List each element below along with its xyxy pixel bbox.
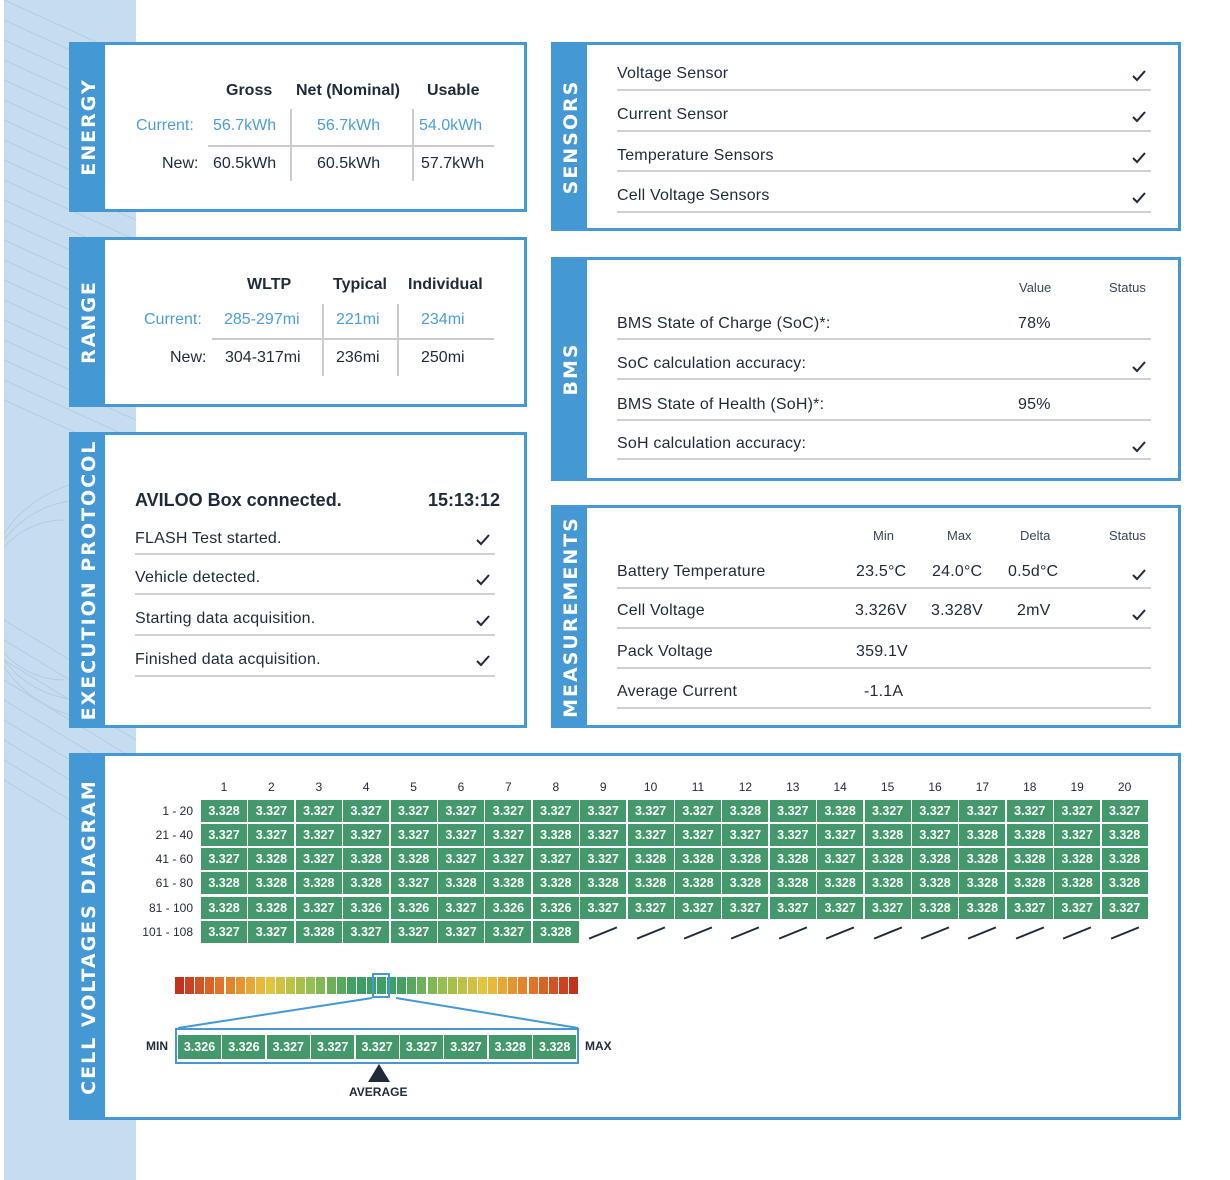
cell-voltage: 3.327 <box>912 800 958 822</box>
cell-row-label: 41 - 60 <box>155 852 193 866</box>
sensors-side-label <box>554 45 587 228</box>
measurement-max: 3.328V <box>931 602 983 619</box>
cell-voltage: 3.327 <box>1054 800 1100 822</box>
energy-title: ENERGY <box>77 78 100 176</box>
color-scale-segment <box>397 977 406 994</box>
cell-voltage: 3.328 <box>817 872 863 894</box>
cell-column-header: 4 <box>362 780 370 794</box>
cell-voltage: 3.328 <box>959 848 1005 870</box>
measurement-min: 3.326V <box>855 602 907 619</box>
average-label: AVERAGE <box>349 1085 408 1099</box>
cell-voltage: 3.327 <box>533 848 579 870</box>
cell-voltage: 3.328 <box>865 848 911 870</box>
cell-voltage: 3.328 <box>1007 848 1053 870</box>
measurement-min: 359.1V <box>856 643 908 660</box>
color-scale-segment <box>296 977 305 994</box>
range-current-typical: 221mi <box>336 311 380 328</box>
cell-voltage: 3.328 <box>1007 872 1053 894</box>
zoom-cell-voltage: 3.327 <box>311 1035 354 1059</box>
cell-voltage: 3.328 <box>343 872 389 894</box>
range-current-label: Current: <box>144 311 202 328</box>
cell-voltage: 3.327 <box>533 800 579 822</box>
color-scale-segment <box>498 977 507 994</box>
cell-voltage: 3.327 <box>485 800 531 822</box>
bms-divider <box>617 338 1151 340</box>
cell-row-label: 81 - 100 <box>148 901 193 915</box>
color-scale-segment <box>266 977 275 994</box>
check-icon <box>1131 110 1147 124</box>
cell-voltage: 3.327 <box>248 800 294 822</box>
measurement-min: 23.5°C <box>856 563 907 580</box>
cell-voltage: 3.327 <box>296 897 342 919</box>
energy-side-label <box>72 45 105 209</box>
cell-voltage: 3.327 <box>248 921 294 943</box>
check-icon <box>475 614 491 628</box>
protocol-step: Starting data acquisition. <box>135 610 316 627</box>
bms-row-label: BMS State of Charge (SoC)*: <box>617 315 831 332</box>
cell-voltage: 3.328 <box>1102 824 1148 846</box>
cell-voltage: 3.328 <box>675 848 721 870</box>
sensor-item: Voltage Sensor <box>617 65 729 82</box>
execution-protocol-panel <box>69 432 527 728</box>
cell-column-header: 18 <box>1023 780 1037 794</box>
cell-column-header: 1 <box>220 780 228 794</box>
color-scale-segment <box>205 977 214 994</box>
bms-row-label: SoC calculation accuracy: <box>617 355 807 372</box>
bms-col-status: Status <box>1109 280 1146 295</box>
measurement-label: Battery Temperature <box>617 563 766 580</box>
cell-voltage: 3.327 <box>817 848 863 870</box>
cell-voltage: 3.328 <box>533 824 579 846</box>
energy-new-usable: 57.7kWh <box>421 155 485 172</box>
cell-voltage: 3.326 <box>533 897 579 919</box>
cell-voltage: 3.328 <box>248 848 294 870</box>
cell-voltage: 3.327 <box>485 824 531 846</box>
measurement-divider <box>617 587 1151 589</box>
cell-column-header: 17 <box>975 780 990 794</box>
cell-voltage: 3.328 <box>628 872 674 894</box>
cell-voltage: 3.327 <box>438 921 484 943</box>
measurement-min: -1.1A <box>864 683 904 700</box>
measurements-col-delta: Delta <box>1020 528 1051 543</box>
energy-col-divider <box>290 109 292 181</box>
measurement-divider <box>617 627 1151 629</box>
check-icon <box>1131 608 1147 622</box>
measurement-delta: 0.5d°C <box>1008 563 1059 580</box>
energy-current-label: Current: <box>136 117 194 134</box>
bms-row-label: BMS State of Health (SoH)*: <box>617 396 825 413</box>
check-icon <box>475 533 491 547</box>
cell-voltage: 3.326 <box>391 897 437 919</box>
color-scale-segment <box>407 977 416 994</box>
energy-new-label: New: <box>162 155 199 172</box>
cell-voltage: 3.328 <box>580 872 626 894</box>
check-icon <box>1131 69 1147 83</box>
energy-current-gross: 56.7kWh <box>213 117 277 134</box>
cell-voltage: 3.327 <box>391 800 437 822</box>
cell-voltage: 3.328 <box>248 897 294 919</box>
range-current-wltp: 285-297mi <box>224 311 300 328</box>
cell-voltage: 3.327 <box>391 921 437 943</box>
cell-voltage: 3.327 <box>248 824 294 846</box>
cell-voltage: 3.327 <box>912 824 958 846</box>
cell-column-header: 3 <box>315 780 323 794</box>
cell-voltage: 3.327 <box>296 848 342 870</box>
cell-row-label: 101 - 108 <box>142 925 193 939</box>
color-scale-segment <box>306 977 315 994</box>
check-icon <box>1131 568 1147 582</box>
color-scale-segment <box>438 977 447 994</box>
zoom-cell-voltage: 3.327 <box>400 1035 443 1059</box>
energy-new-gross: 60.5kWh <box>213 155 277 172</box>
color-scale-segment <box>185 977 194 994</box>
cell-voltage: 3.328 <box>817 800 863 822</box>
color-scale-segment <box>417 977 426 994</box>
color-scale-segment <box>529 977 538 994</box>
range-header-individual: Individual <box>408 276 483 293</box>
cell-column-header: 2 <box>268 780 275 794</box>
cell-voltage: 3.327 <box>770 824 816 846</box>
cell-voltage: 3.328 <box>770 848 816 870</box>
cell-voltage: 3.327 <box>343 921 389 943</box>
protocol-divider <box>135 553 495 555</box>
check-icon <box>1131 151 1147 165</box>
protocol-divider <box>135 634 495 636</box>
measurement-divider <box>617 667 1151 669</box>
color-scale-segment <box>488 977 497 994</box>
measurement-label: Average Current <box>617 683 738 700</box>
cell-column-header: 19 <box>1070 780 1084 794</box>
bms-side-label <box>554 260 587 478</box>
energy-row-divider <box>208 145 494 147</box>
execution-protocol-side-label <box>72 435 105 725</box>
zoom-cell-voltage: 3.326 <box>222 1035 265 1059</box>
energy-current-net: 56.7kWh <box>317 117 381 134</box>
range-side-label <box>72 240 105 404</box>
cell-voltage: 3.327 <box>438 824 484 846</box>
color-scale-segment <box>428 977 437 994</box>
scale-min-label: MIN <box>146 1039 168 1053</box>
cell-voltage: 3.327 <box>628 897 674 919</box>
cell-voltage: 3.328 <box>912 848 958 870</box>
sensor-item: Cell Voltage Sensors <box>617 187 770 204</box>
check-icon <box>475 573 491 587</box>
cell-voltage: 3.327 <box>391 872 437 894</box>
measurement-label: Cell Voltage <box>617 602 705 619</box>
color-scale-segment <box>175 977 184 994</box>
scale-max-label: MAX <box>585 1039 612 1053</box>
cell-voltage: 3.328 <box>628 848 674 870</box>
cell-row-label: 61 - 80 <box>155 876 193 890</box>
cell-voltage: 3.327 <box>770 800 816 822</box>
cell-voltage: 3.327 <box>438 897 484 919</box>
measurements-col-max: Max <box>947 528 972 543</box>
protocol-time: 15:13:12 <box>428 490 501 510</box>
range-col-divider <box>397 304 399 376</box>
color-scale-segment <box>478 977 487 994</box>
cell-voltage: 3.327 <box>1102 800 1148 822</box>
cell-voltage: 3.328 <box>296 921 342 943</box>
sensor-item: Current Sensor <box>617 106 729 123</box>
cell-voltage: 3.328 <box>201 800 247 822</box>
cell-voltage: 3.328 <box>959 824 1005 846</box>
range-new-label: New: <box>170 349 207 366</box>
cell-voltage: 3.327 <box>485 848 531 870</box>
cell-voltage: 3.328 <box>865 824 911 846</box>
cell-voltage: 3.328 <box>865 872 911 894</box>
cell-column-header: 5 <box>410 780 417 794</box>
cell-voltage: 3.328 <box>770 872 816 894</box>
cell-voltage: 3.327 <box>675 824 721 846</box>
cell-voltage: 3.327 <box>580 800 626 822</box>
cell-voltage: 3.328 <box>1054 872 1100 894</box>
cell-voltage: 3.328 <box>722 800 768 822</box>
cell-voltage: 3.328 <box>959 872 1005 894</box>
measurements-col-status: Status <box>1109 528 1146 543</box>
protocol-step: Vehicle detected. <box>135 569 261 586</box>
cell-voltage: 3.328 <box>201 897 247 919</box>
energy-header-gross: Gross <box>226 82 273 99</box>
cell-voltage: 3.327 <box>959 800 1005 822</box>
color-scale-segment <box>468 977 477 994</box>
cell-voltage: 3.328 <box>438 872 484 894</box>
bms-divider <box>617 419 1151 421</box>
protocol-divider <box>135 675 495 677</box>
cell-voltage: 3.328 <box>722 872 768 894</box>
cell-column-header: 9 <box>599 780 607 794</box>
cell-voltage: 3.327 <box>580 848 626 870</box>
cell-voltage: 3.328 <box>1102 848 1148 870</box>
color-scale-segment <box>569 977 578 994</box>
cell-column-header: 16 <box>928 780 942 794</box>
protocol-step: Finished data acquisition. <box>135 651 321 668</box>
bms-soh-value: 95% <box>1018 396 1051 413</box>
cell-voltage: 3.328 <box>533 872 579 894</box>
cell-voltage: 3.327 <box>343 824 389 846</box>
range-col-divider <box>322 304 324 376</box>
cell-column-header: 7 <box>505 780 512 794</box>
cell-voltage: 3.327 <box>722 897 768 919</box>
color-scale-segment <box>448 977 457 994</box>
cell-voltage: 3.327 <box>438 800 484 822</box>
cell-voltage: 3.327 <box>201 848 247 870</box>
cell-row-label: 21 - 40 <box>155 828 193 842</box>
cell-voltage: 3.327 <box>865 897 911 919</box>
cell-voltage: 3.327 <box>201 824 247 846</box>
cell-voltage: 3.328 <box>959 897 1005 919</box>
measurement-label: Pack Voltage <box>617 643 713 660</box>
zoom-cell-voltage: 3.327 <box>444 1035 487 1059</box>
measurement-divider <box>617 707 1151 709</box>
measurement-delta: 2mV <box>1017 602 1051 619</box>
sensor-item: Temperature Sensors <box>617 147 774 164</box>
cell-column-header: 20 <box>1117 780 1132 794</box>
color-scale-segment <box>246 977 255 994</box>
color-scale-segment <box>539 977 548 994</box>
cell-column-header: 11 <box>691 780 705 794</box>
range-new-typical: 236mi <box>336 349 380 366</box>
range-header-wltp: WLTP <box>247 276 292 293</box>
cell-voltage: 3.328 <box>391 848 437 870</box>
measurements-panel <box>551 505 1181 728</box>
cell-voltage: 3.327 <box>296 824 342 846</box>
cell-voltages-title: CELL VOLTAGES DIAGRAM <box>77 778 100 1095</box>
cell-voltage: 3.327 <box>817 897 863 919</box>
energy-current-usable: 54.0kWh <box>419 117 483 134</box>
cell-voltage: 3.328 <box>1102 872 1148 894</box>
cell-voltage: 3.327 <box>817 824 863 846</box>
cell-voltage: 3.327 <box>580 824 626 846</box>
measurement-max: 24.0°C <box>932 563 983 580</box>
average-marker-icon <box>368 1064 390 1082</box>
cell-voltage: 3.327 <box>628 824 674 846</box>
bms-col-value: Value <box>1019 280 1052 295</box>
cell-voltage: 3.327 <box>1054 824 1100 846</box>
cell-voltage: 3.327 <box>201 921 247 943</box>
cell-voltages-side-label <box>72 756 105 1117</box>
range-title: RANGE <box>77 280 100 364</box>
cell-voltage: 3.328 <box>912 872 958 894</box>
protocol-divider <box>135 593 495 595</box>
cell-voltage: 3.327 <box>296 800 342 822</box>
color-scale-segment <box>256 977 265 994</box>
cell-voltage: 3.327 <box>675 800 721 822</box>
cell-voltage: 3.327 <box>1007 897 1053 919</box>
cell-voltage: 3.326 <box>343 897 389 919</box>
check-icon <box>1131 360 1147 374</box>
energy-col-divider <box>412 109 414 181</box>
cell-voltage: 3.327 <box>770 897 816 919</box>
color-scale-segment <box>276 977 285 994</box>
cell-voltage: 3.327 <box>343 800 389 822</box>
sensors-title: SENSORS <box>559 79 582 194</box>
cell-column-header: 14 <box>833 780 847 794</box>
cell-voltage: 3.327 <box>675 897 721 919</box>
range-header-typical: Typical <box>333 276 387 293</box>
color-scale-segment <box>508 977 517 994</box>
energy-header-usable: Usable <box>427 82 480 99</box>
cell-voltage: 3.328 <box>1007 824 1053 846</box>
cell-voltage: 3.328 <box>1054 848 1100 870</box>
cell-voltage: 3.328 <box>248 872 294 894</box>
cell-voltage: 3.328 <box>912 897 958 919</box>
range-panel <box>69 237 527 407</box>
energy-header-net: Net (Nominal) <box>296 82 400 99</box>
energy-panel <box>69 42 527 212</box>
zoom-cell-voltage: 3.328 <box>533 1035 576 1059</box>
color-scale-segment <box>236 977 245 994</box>
sensor-divider <box>617 170 1151 172</box>
color-scale-segment <box>549 977 558 994</box>
check-icon <box>1131 191 1147 205</box>
zoom-cell-voltage: 3.327 <box>356 1035 399 1059</box>
check-icon <box>475 654 491 668</box>
color-scale-segment <box>316 977 325 994</box>
cell-voltage: 3.328 <box>296 872 342 894</box>
protocol-step: FLASH Test started. <box>135 530 282 547</box>
cell-voltage: 3.328 <box>675 872 721 894</box>
cell-column-header: 10 <box>643 780 658 794</box>
cell-voltage: 3.327 <box>485 921 531 943</box>
zoom-cell-voltage: 3.326 <box>178 1035 221 1059</box>
bms-row-label: SoH calculation accuracy: <box>617 435 807 452</box>
measurements-title: MEASUREMENTS <box>559 515 582 718</box>
bms-title: BMS <box>559 342 582 396</box>
cell-voltage: 3.327 <box>580 897 626 919</box>
color-scale-segment <box>286 977 295 994</box>
range-new-individual: 250mi <box>421 349 465 366</box>
cell-voltage: 3.326 <box>485 897 531 919</box>
cell-voltage: 3.327 <box>438 848 484 870</box>
bms-panel <box>551 257 1181 481</box>
bms-divider <box>617 378 1151 380</box>
cell-voltage: 3.327 <box>1102 897 1148 919</box>
range-current-individual: 234mi <box>421 311 465 328</box>
color-scale-segment <box>195 977 204 994</box>
cell-voltage: 3.328 <box>722 848 768 870</box>
sensor-divider <box>617 130 1151 132</box>
check-icon <box>1131 440 1147 454</box>
execution-protocol-title: EXECUTION PROTOCOL <box>77 439 100 721</box>
color-scale-segment <box>559 977 568 994</box>
cell-column-header: 12 <box>738 780 753 794</box>
cell-column-header: 13 <box>786 780 800 794</box>
protocol-heading: AVILOO Box connected. <box>135 490 342 510</box>
cell-voltage: 3.327 <box>628 800 674 822</box>
range-row-divider <box>212 338 494 340</box>
zoom-cell-voltage: 3.327 <box>267 1035 310 1059</box>
range-new-wltp: 304-317mi <box>225 349 301 366</box>
cell-voltage: 3.327 <box>391 824 437 846</box>
cell-voltage: 3.328 <box>485 872 531 894</box>
cell-voltage: 3.328 <box>533 921 579 943</box>
bms-soc-value: 78% <box>1018 315 1051 332</box>
zoom-cell-voltage: 3.328 <box>489 1035 532 1059</box>
cell-column-header: 8 <box>552 780 560 794</box>
sensors-panel <box>551 42 1181 231</box>
measurements-side-label <box>554 508 587 725</box>
color-scale-segment <box>226 977 235 994</box>
energy-new-net: 60.5kWh <box>317 155 381 172</box>
color-scale-segment <box>347 977 356 994</box>
color-scale-segment <box>215 977 224 994</box>
color-scale-segment <box>518 977 527 994</box>
measurements-col-min: Min <box>873 528 894 543</box>
cell-column-header: 6 <box>457 780 465 794</box>
sensor-divider <box>617 211 1151 213</box>
cell-voltage: 3.328 <box>201 872 247 894</box>
cell-row-label: 1 - 20 <box>162 804 193 818</box>
color-scale-segment <box>357 977 366 994</box>
cell-column-header: 15 <box>880 780 895 794</box>
bms-divider <box>617 458 1151 460</box>
cell-voltage: 3.327 <box>1007 800 1053 822</box>
cell-voltage: 3.327 <box>865 800 911 822</box>
sensor-divider <box>617 89 1151 91</box>
color-scale-segment <box>458 977 467 994</box>
color-scale-segment <box>327 977 336 994</box>
cell-voltage: 3.327 <box>1054 897 1100 919</box>
cell-voltage: 3.327 <box>722 824 768 846</box>
color-scale-segment <box>337 977 346 994</box>
cell-voltage: 3.328 <box>343 848 389 870</box>
